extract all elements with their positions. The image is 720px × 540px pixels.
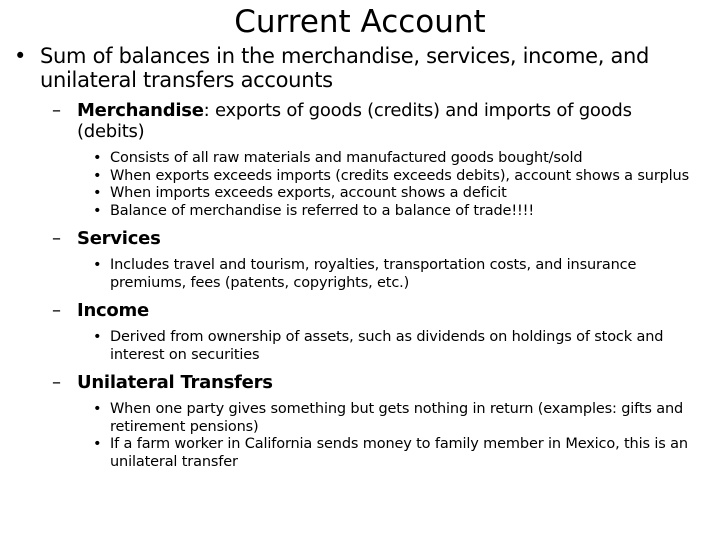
dash-icon: – bbox=[52, 100, 61, 121]
dash-icon: – bbox=[52, 372, 61, 393]
section-services bbox=[52, 228, 697, 249]
list-item-text: When one party gives something but gets nothing in return (examples: gifts and retirement pensions) bbox=[110, 401, 684, 435]
section-unilateral-transfers bbox=[52, 372, 697, 393]
bullet-icon: • bbox=[93, 150, 102, 166]
list-item-text: Balance of merchandise is referred to a balance of trade!!!! bbox=[110, 202, 534, 219]
section-items bbox=[0, 329, 720, 364]
section-merchandise bbox=[52, 100, 697, 142]
bullet-icon: • bbox=[93, 202, 102, 219]
slide-body bbox=[0, 44, 720, 471]
list-item bbox=[93, 436, 702, 471]
list-item bbox=[93, 202, 702, 221]
section-heading: Income bbox=[77, 300, 150, 321]
list-item-text: Includes travel and tourism, royalties, transportation costs, and insurance premiums, fees (patents, copyrights, etc.) bbox=[110, 257, 637, 291]
bullet-icon: • bbox=[93, 257, 102, 273]
bullet-icon: • bbox=[93, 185, 102, 201]
bullet-icon: • bbox=[93, 436, 102, 452]
section-heading: Merchandise bbox=[77, 100, 204, 121]
dash-icon: – bbox=[52, 228, 61, 249]
section-income bbox=[52, 300, 697, 321]
dash-icon: – bbox=[52, 300, 61, 321]
section-items bbox=[0, 150, 720, 220]
section-heading: Unilateral Transfers bbox=[77, 372, 273, 393]
list-item bbox=[93, 150, 702, 168]
list-item bbox=[93, 401, 702, 436]
bullet-icon: • bbox=[93, 329, 102, 345]
bullet-icon: • bbox=[93, 401, 102, 417]
section-items bbox=[0, 401, 720, 471]
list-item bbox=[93, 257, 702, 292]
bullet-icon: • bbox=[14, 44, 27, 68]
section-heading-suffix: : exports of goods (credits) and imports of goods (debits) bbox=[77, 100, 632, 142]
section-heading: Services bbox=[77, 228, 161, 249]
list-item bbox=[93, 167, 702, 186]
list-item-text: Derived from ownership of assets, such as dividends on holdings of stock and interest on securities bbox=[110, 329, 664, 363]
list-item-text: Consists of all raw materials and manufactured goods bought/sold bbox=[110, 150, 583, 166]
list-item-text: If a farm worker in California sends money to family member in Mexico, this is an unilateral transfer bbox=[110, 436, 688, 470]
list-item bbox=[93, 185, 702, 203]
main-point-text: Sum of balances in the merchandise, services, income, and unilateral transfers accounts bbox=[40, 44, 650, 92]
section-items bbox=[0, 257, 720, 292]
list-item-text: When imports exceeds exports, account shows a deficit bbox=[110, 185, 507, 201]
bullet-icon: • bbox=[93, 167, 102, 184]
slide-title: Current Account bbox=[234, 4, 486, 40]
list-item bbox=[93, 329, 702, 364]
main-bullet-point bbox=[14, 44, 700, 92]
list-item-text: When exports exceeds imports (credits exceeds debits), account shows a surplus bbox=[110, 167, 690, 184]
